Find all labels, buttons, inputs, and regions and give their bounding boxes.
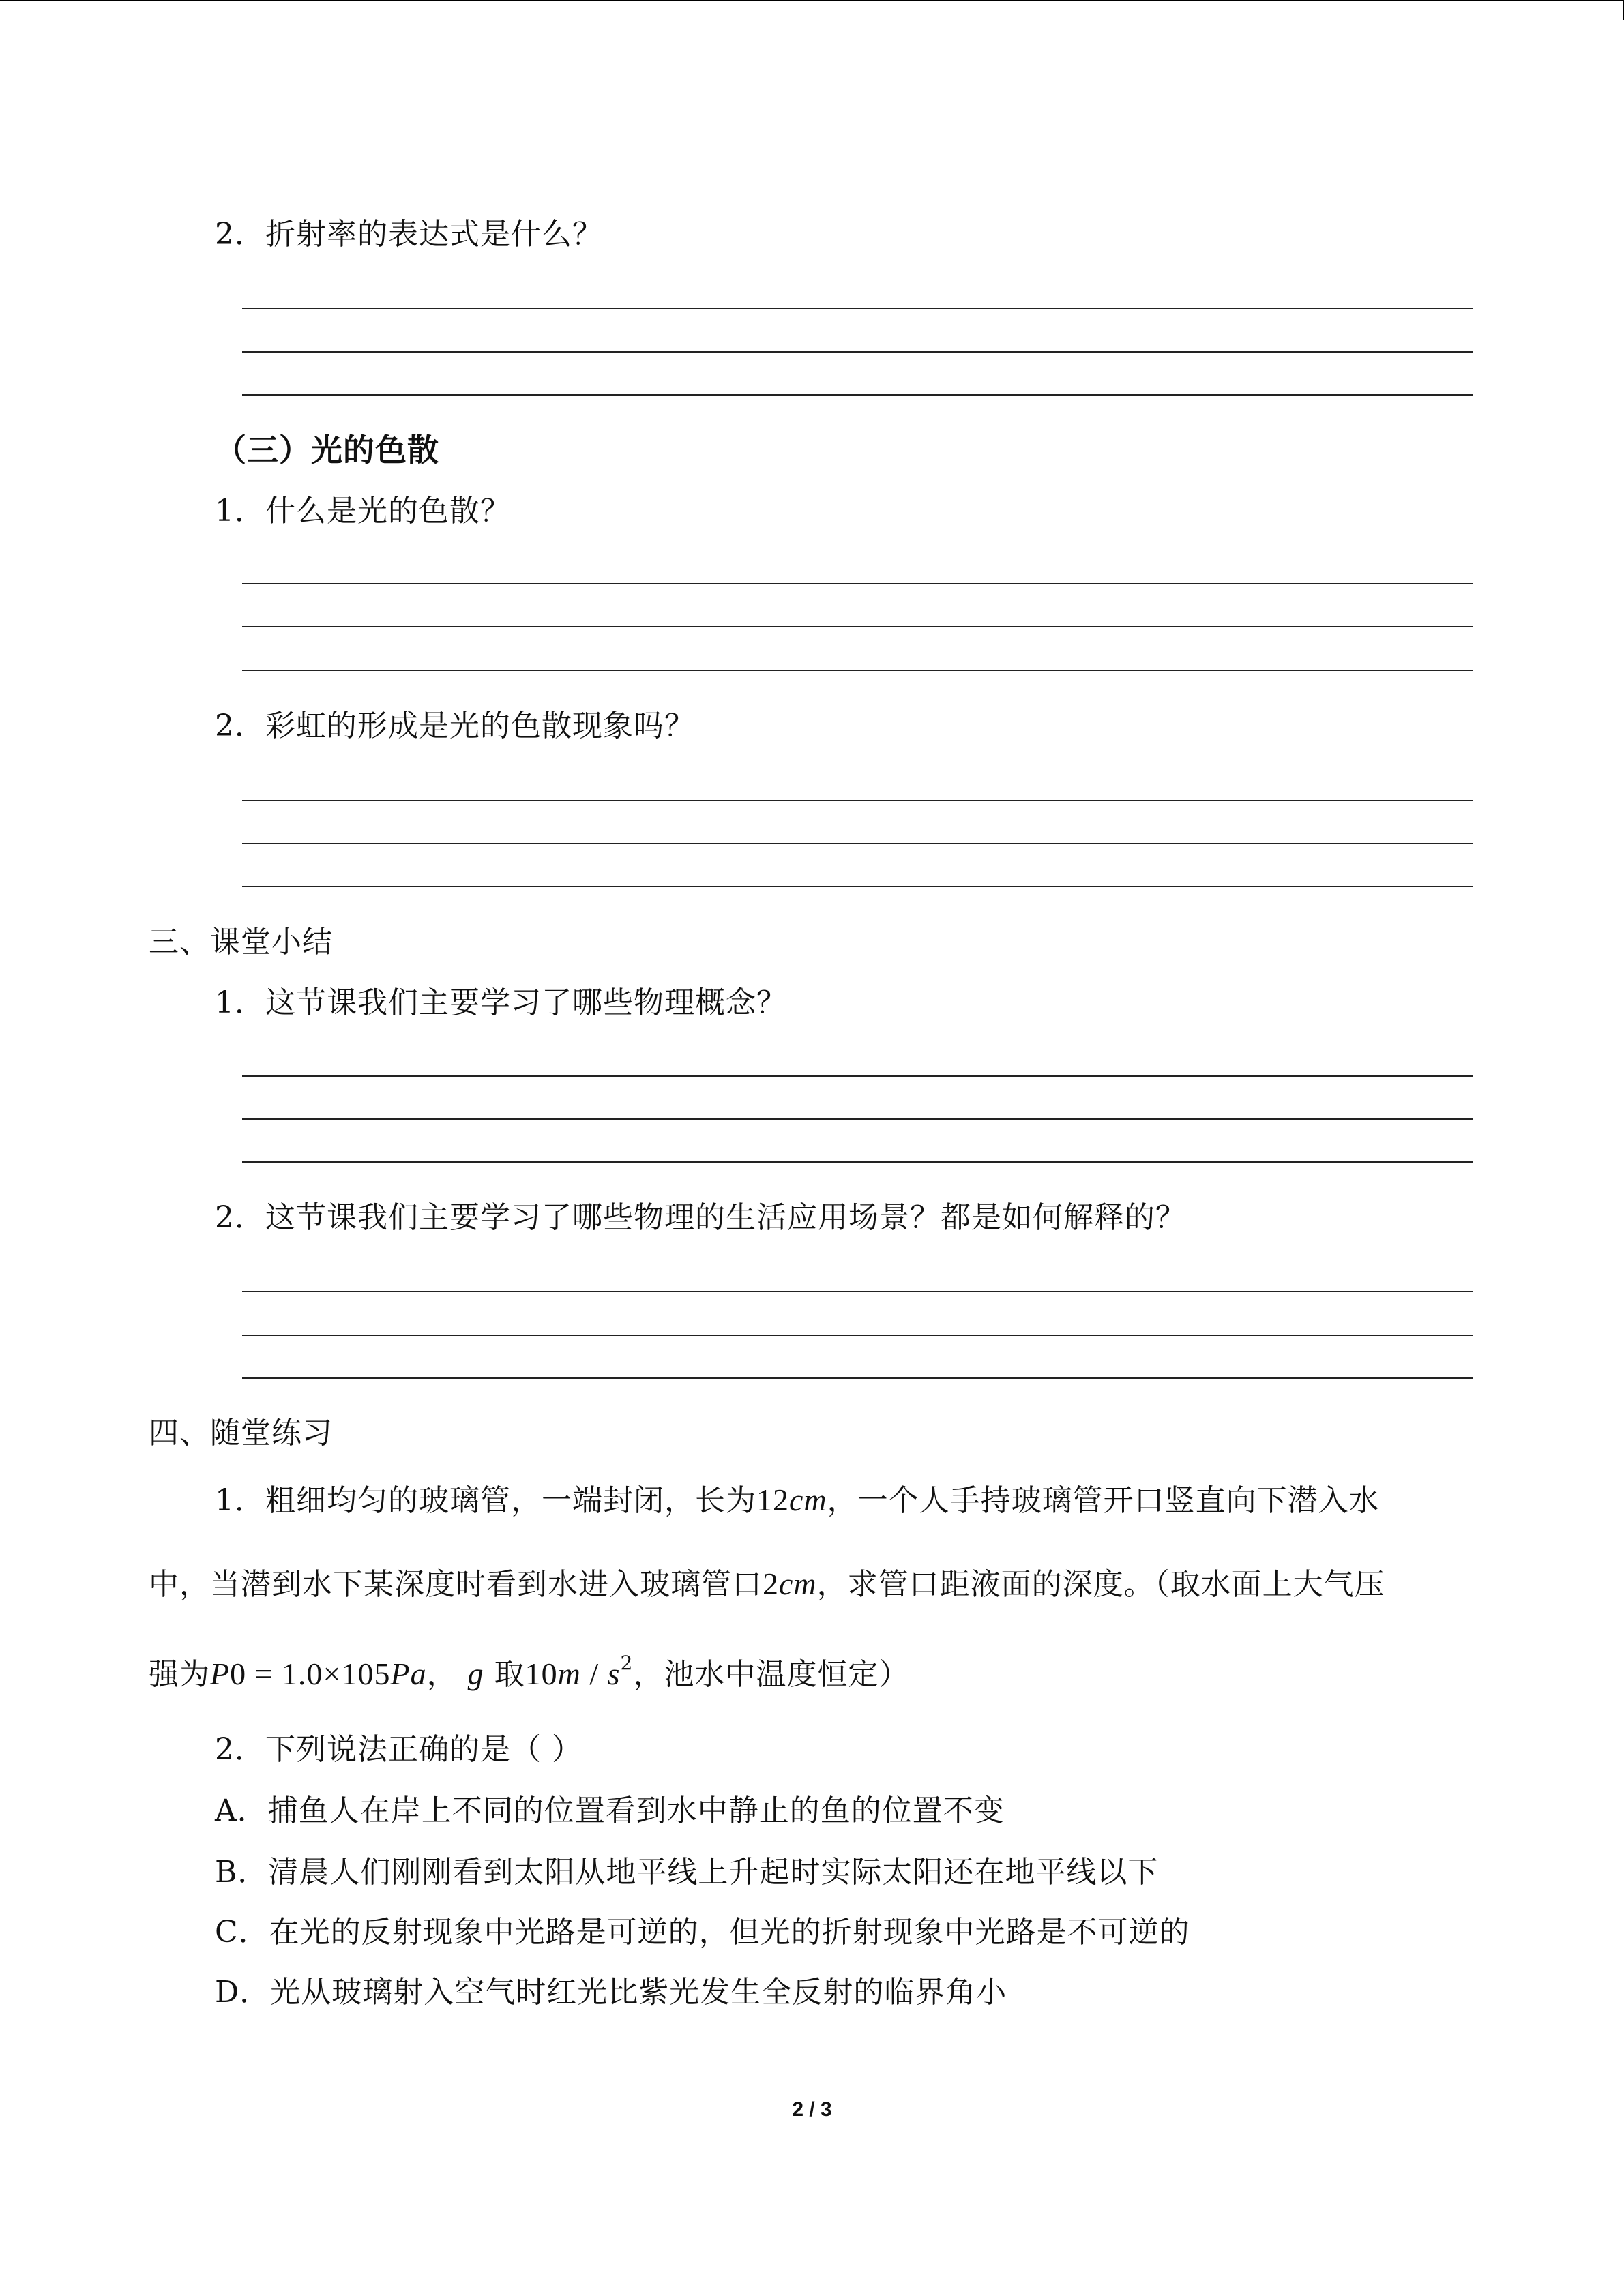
tube-length-value: 12	[756, 1482, 789, 1517]
practice-q1-text: 取	[494, 1657, 525, 1692]
answer-line	[242, 1118, 1473, 1120]
question-what-is-dispersion: 1．什么是光的色散？	[215, 494, 511, 528]
answer-line	[242, 800, 1473, 801]
water-depth-value: 2	[763, 1566, 779, 1601]
pressure-expression: 0 = 1.0×105	[230, 1656, 391, 1691]
practice-q1-text: ，池水中温度恒定）	[633, 1657, 910, 1692]
gravity-symbol: g	[467, 1656, 484, 1691]
answer-line	[242, 886, 1473, 887]
answer-line	[242, 1377, 1473, 1379]
practice-q1-text: ，求管口距液面的深度。（取水面上大气压	[816, 1567, 1385, 1602]
answer-line	[242, 351, 1473, 353]
practice-q2-stem: 2．下列说法正确的是（ ）	[215, 1732, 582, 1767]
answer-line	[242, 843, 1473, 844]
gravity-unit-s: s	[607, 1656, 621, 1691]
question-summary-applications: 2．这节课我们主要学习了哪些物理的生活应用场景？都是如何解释的？	[215, 1200, 1186, 1235]
practice-q1-text: ，	[426, 1657, 458, 1692]
answer-line	[242, 1161, 1473, 1163]
section-title-summary: 三、课堂小结	[149, 925, 333, 959]
question-rainbow-dispersion: 2．彩虹的形成是光的色散现象吗？	[215, 709, 695, 743]
answer-line	[242, 626, 1473, 627]
page-number: 2 / 3	[792, 2098, 832, 2121]
pressure-symbol: P	[210, 1656, 231, 1691]
tube-length-unit: cm	[789, 1482, 827, 1517]
section-title-practice: 四、随堂练习	[149, 1416, 333, 1450]
answer-line	[242, 1291, 1473, 1292]
answer-line	[242, 583, 1473, 584]
answer-line	[242, 394, 1473, 396]
practice-q1-line1	[215, 1480, 1380, 1521]
practice-q1-text: 强为	[149, 1657, 210, 1692]
practice-q2-option-c: C．在光的反射现象中光路是可逆的，但光的折射现象中光路是不可逆的	[215, 1915, 1190, 1950]
water-depth-unit: cm	[779, 1566, 817, 1601]
practice-q2-option-b: B．清晨人们刚刚看到太阳从地平线上升起时实际太阳还在地平线以下	[215, 1855, 1159, 1890]
answer-line	[242, 1335, 1473, 1336]
practice-q1-line3	[149, 1654, 909, 1695]
question-refraction-index-expression: 2．折射率的表达式是什么？	[215, 217, 603, 252]
pressure-unit: Pa	[390, 1656, 427, 1691]
practice-q2-option-d: D．光从玻璃射入空气时红光比紫光发生全反射的临界角小	[215, 1975, 1007, 2010]
practice-q2-option-a: A．捕鱼人在岸上不同的位置看到水中静止的鱼的位置不变	[215, 1793, 1005, 1828]
page-top-border	[0, 0, 1624, 1]
question-summary-concepts: 1．这节课我们主要学习了哪些物理概念？	[215, 985, 787, 1020]
gravity-value: 10	[525, 1656, 558, 1691]
gravity-unit-exponent: 2	[620, 1652, 634, 1674]
practice-q1-line2	[149, 1564, 1385, 1605]
practice-q1-text: 1．粗细均匀的玻璃管，一端封闭，长为	[215, 1483, 756, 1518]
section-title-dispersion: （三）光的色散	[215, 432, 439, 468]
answer-line	[242, 1075, 1473, 1077]
answer-line	[242, 308, 1473, 309]
practice-q1-text: 中，当潜到水下某深度时看到水进入玻璃管口	[149, 1567, 763, 1602]
gravity-unit-slash: /	[580, 1656, 608, 1691]
practice-q1-text: ，一个人手持玻璃管开口竖直向下潜入水	[827, 1483, 1380, 1518]
answer-line	[242, 670, 1473, 671]
gravity-unit-m: m	[557, 1656, 581, 1691]
